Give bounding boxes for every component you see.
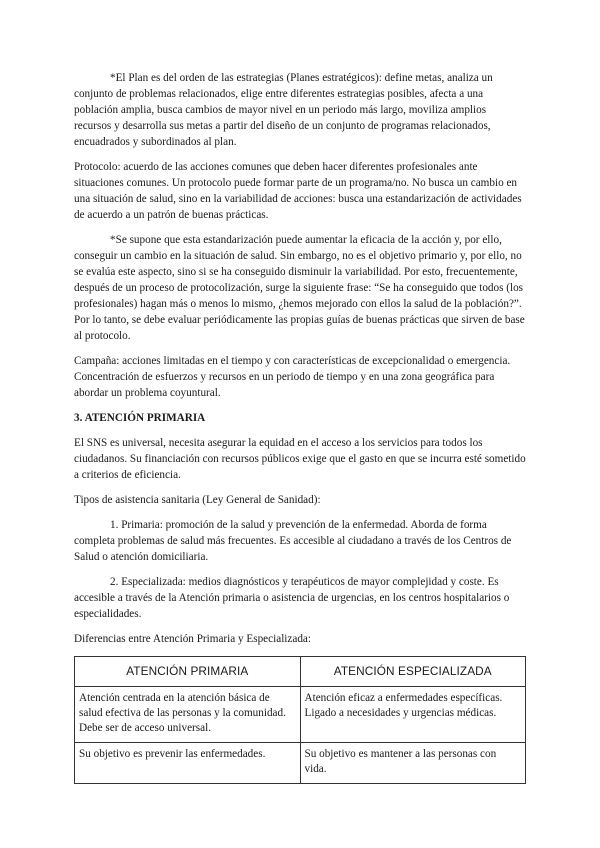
estandarizacion-paragraph: *Se supone que esta estandarización puede aumentar la eficacia de la acción y, por ello, conseguir un cambio en la situación de salud. Sin embargo, no es el objetivo primario y, por ello, no se evalúa este aspecto, sino si se ha conseguido disminuir la variabilidad. Por esto, frecuentemente, después de un proceso de protocolización, surge la siguiente frase: “Se ha conseguido que todos (los profesionales) hagan más o menos lo mismo, ¿hemos mejorado con ellos la salud de la población?”. Por lo tanto, se debe evaluar periódicamente las propias guías de buenas prácticas que sirven de base al protocolo. bbox=[74, 234, 525, 342]
table-header-row bbox=[75, 657, 526, 687]
diferencias-paragraph: Diferencias entre Atención Primaria y Especializada: bbox=[74, 633, 312, 645]
plan-paragraph: *El Plan es del orden de las estrategias (Planes estratégicos): define metas, analiza un conjunto de problemas relacionados, elige entre diferentes estrategias posibles, afecta a una población amplia, busca cambios de mayor nivel en un periodo más largo, moviliza amplios recursos y desarrolla sus metas a partir del diseño de un conjunto de programas relacionados, encuadrados y subordinados al plan. bbox=[74, 72, 493, 148]
table-cell: Su objetivo es prevenir las enfermedades. bbox=[75, 743, 301, 784]
comparison-table bbox=[74, 656, 526, 784]
protocolo-paragraph: Protocolo: acuerdo de las acciones comunes que deben hacer diferentes profesionales ante situaciones comunes. Un protocolo puede formar parte de un programa/no. No busca un cambio en una situación de salud, sino en la variabilidad de acciones: busca una estandarización de actividades de acuerdo a un patrón de buenas prácticas. bbox=[74, 161, 522, 221]
section-heading: 3. ATENCIÓN PRIMARIA bbox=[74, 412, 206, 424]
table-row bbox=[75, 743, 526, 784]
tipos-paragraph: Tipos de asistencia sanitaria (Ley General de Sanidad): bbox=[74, 494, 321, 506]
header-primaria: ATENCIÓN PRIMARIA bbox=[75, 657, 301, 687]
sns-paragraph: El SNS es universal, necesita asegurar la equidad en el acceso a los servicios para todos los ciudadanos. Su financiación con recursos públicos exige que el gasto en que se incurra esté sometido a criterios de eficiencia. bbox=[74, 437, 526, 481]
header-especializada: ATENCIÓN ESPECIALIZADA bbox=[300, 657, 526, 687]
table-cell: Atención centrada en la atención básica de salud efectiva de las personas y la comunidad. Debe ser de acceso universal. bbox=[75, 687, 301, 743]
table-cell: Atención eficaz a enfermedades específicas. Ligado a necesidades y urgencias médicas. bbox=[300, 687, 526, 743]
especializada-paragraph: 2. Especializada: medios diagnósticos y terapéuticos de mayor complejidad y coste. Es accesible a través de la Atención primaria o asistencia de urgencias, en los centros hospitalarios o especialidades. bbox=[74, 576, 510, 620]
campana-paragraph: Campaña: acciones limitadas en el tiempo y con características de excepcionalidad o emergencia. Concentración de esfuerzos y recursos en un periodo de tiempo y en una zona geográfica para abordar un problema coyuntural. bbox=[74, 355, 511, 399]
primaria-paragraph: 1. Primaria: promoción de la salud y prevención de la enfermedad. Aborda de forma completa problemas de salud más frecuentes. Es accesible al ciudadano a través de los Centros de Salud o atención domiciliaria. bbox=[74, 519, 512, 563]
table-row bbox=[75, 687, 526, 743]
table-cell: Su objetivo es mantener a las personas con vida. bbox=[300, 743, 526, 784]
